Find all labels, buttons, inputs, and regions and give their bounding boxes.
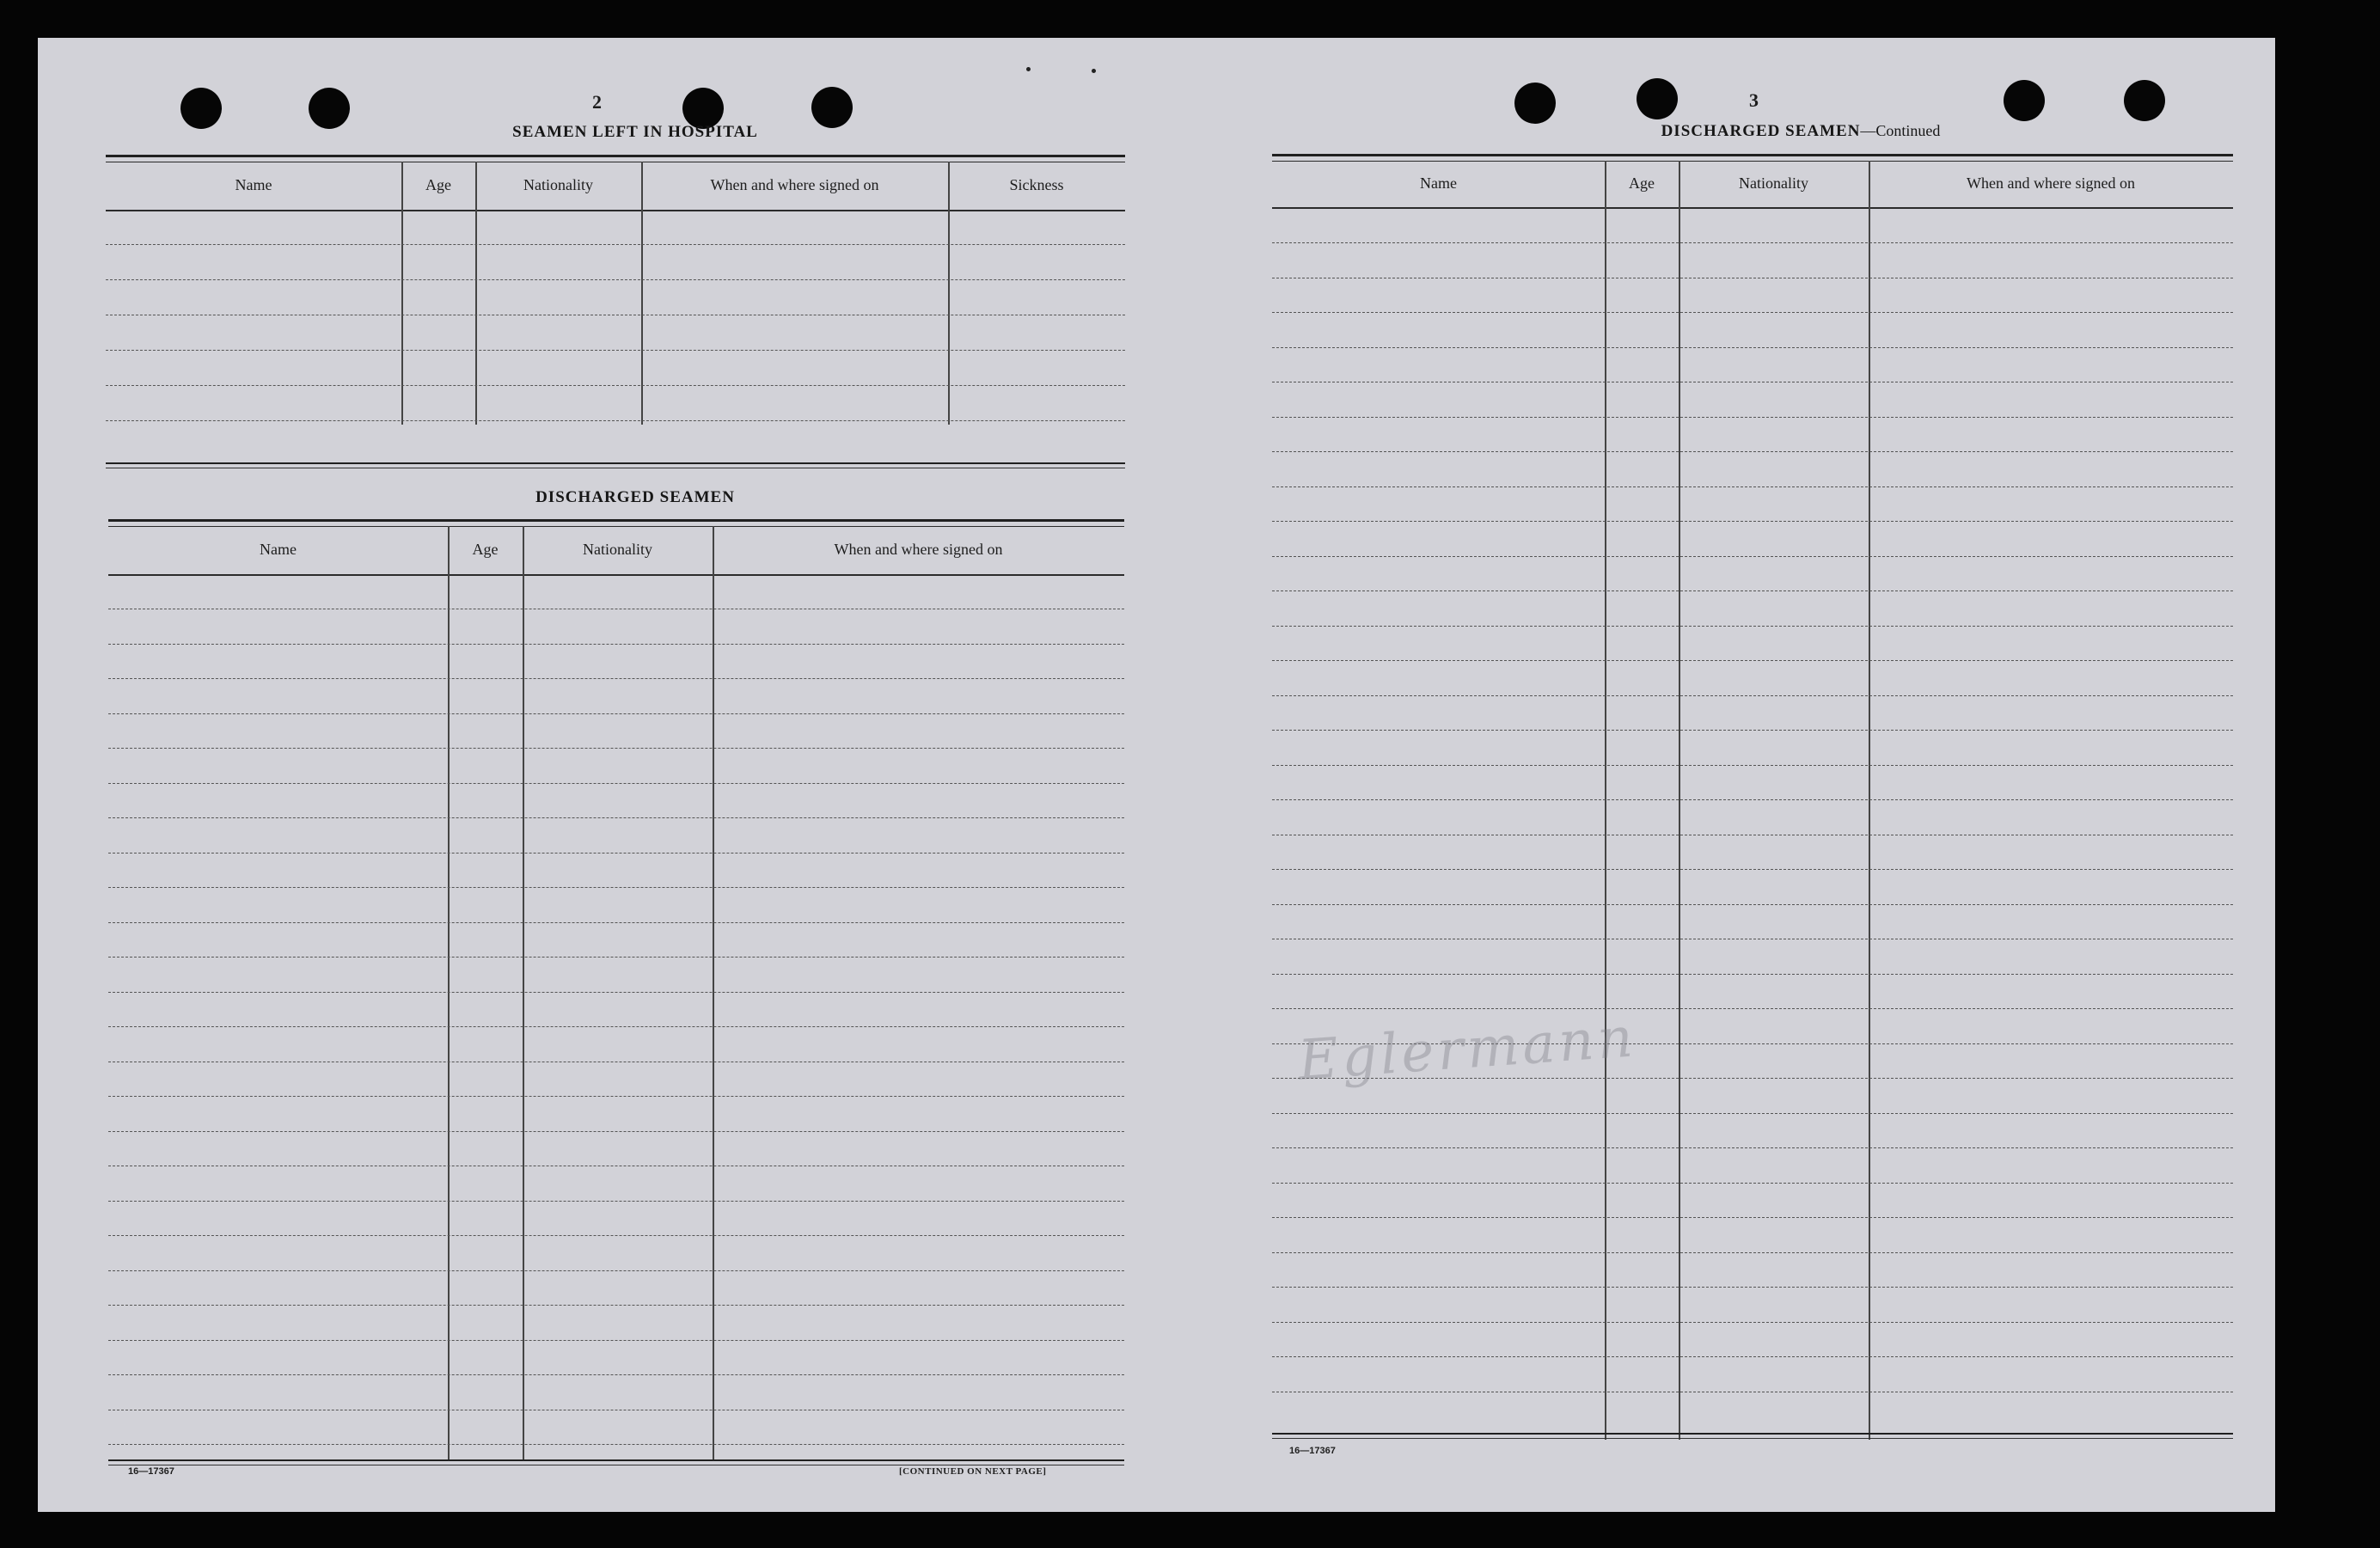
column-header-signed-on: When and where signed on	[834, 540, 1003, 558]
column-divider	[448, 526, 450, 1459]
table-row	[1272, 451, 2233, 452]
table-row	[1272, 799, 2233, 800]
table-row	[108, 1235, 1124, 1236]
header-rule	[106, 210, 1125, 211]
column-divider	[713, 526, 714, 1459]
column-divider	[1869, 161, 1870, 1440]
punch-hole	[2124, 80, 2165, 121]
hospital-section-title: SEAMEN LEFT IN HOSPITAL	[512, 123, 758, 141]
column-header-name: Name	[1420, 174, 1457, 192]
table-row	[108, 1270, 1124, 1271]
table-row	[1272, 312, 2233, 313]
table-header	[108, 526, 1124, 572]
column-header-signed-on: When and where signed on	[1967, 174, 2135, 192]
table-row	[1272, 1322, 2233, 1323]
table-header	[1272, 161, 2233, 205]
table-row	[1272, 1252, 2233, 1253]
table-header	[106, 162, 1125, 208]
table-bottom-rule	[108, 1459, 1124, 1465]
punch-hole	[309, 88, 350, 129]
column-header-nationality: Nationality	[523, 175, 593, 193]
continued-note: [CONTINUED ON NEXT PAGE]	[899, 1466, 1047, 1477]
title-text: DISCHARGED SEAMEN	[1661, 122, 1861, 140]
punch-hole	[1514, 83, 1556, 124]
table-row	[108, 853, 1124, 854]
table-row	[1272, 695, 2233, 696]
form-number: 16—17367	[128, 1466, 174, 1477]
column-header-name: Name	[260, 540, 297, 558]
column-header-age: Age	[1629, 174, 1655, 192]
table-row	[108, 957, 1124, 958]
table-row	[108, 1026, 1124, 1027]
column-header-age: Age	[472, 540, 499, 558]
table-row	[108, 992, 1124, 993]
left-page	[38, 38, 1156, 1512]
table-row	[1272, 626, 2233, 627]
header-rule	[108, 574, 1124, 576]
column-header-sickness: Sickness	[1009, 175, 1064, 193]
column-header-signed-on: When and where signed on	[710, 175, 879, 193]
table-row	[106, 244, 1125, 245]
table-row	[1272, 1217, 2233, 1218]
table-row	[1272, 1287, 2233, 1288]
table-row	[106, 385, 1125, 386]
hospital-table	[106, 155, 1125, 430]
table-row	[1272, 730, 2233, 731]
table-row	[108, 1340, 1124, 1341]
table-row	[1272, 660, 2233, 661]
column-header-nationality: Nationality	[1739, 174, 1808, 192]
table-row	[106, 420, 1125, 421]
table-row	[1272, 590, 2233, 591]
punch-hole	[2004, 80, 2045, 121]
column-header-name: Name	[235, 175, 272, 193]
title-suffix: —Continued	[1860, 122, 1941, 139]
table-row	[108, 1201, 1124, 1202]
table-row	[108, 748, 1124, 749]
table-row	[108, 1444, 1124, 1445]
table-row	[108, 1096, 1124, 1097]
column-divider	[1605, 161, 1606, 1440]
table-row	[1272, 1113, 2233, 1114]
table-bottom-rule	[1272, 1433, 2233, 1439]
column-header-age: Age	[425, 175, 451, 193]
discharged-continued-table	[1272, 154, 2233, 1445]
table-row	[1272, 1008, 2233, 1009]
discharged-section-title: DISCHARGED SEAMEN	[535, 488, 735, 506]
table-row	[1272, 556, 2233, 557]
table-row	[108, 678, 1124, 679]
punch-hole	[1637, 78, 1678, 119]
table-row	[108, 817, 1124, 818]
table-row	[106, 350, 1125, 351]
table-row	[108, 713, 1124, 714]
table-row	[1272, 347, 2233, 348]
table-row	[1272, 1356, 2233, 1357]
punch-hole	[811, 87, 853, 128]
faint-handwriting: Eglermann	[1295, 1006, 1639, 1093]
table-row	[106, 279, 1125, 280]
page-number: 2	[592, 91, 602, 113]
ink-speck	[1092, 69, 1096, 73]
header-rule	[1272, 207, 2233, 209]
table-row	[1272, 904, 2233, 905]
discharged-continued-title	[1500, 122, 2102, 141]
column-header-nationality: Nationality	[583, 540, 652, 558]
punch-hole	[180, 88, 222, 129]
table-row	[108, 1131, 1124, 1132]
form-number: 16—17367	[1289, 1446, 1336, 1456]
table-row	[108, 644, 1124, 645]
table-row	[1272, 1147, 2233, 1148]
table-row	[108, 887, 1124, 888]
table-row	[1272, 1183, 2233, 1184]
column-divider	[1679, 161, 1680, 1440]
ink-speck	[1026, 67, 1031, 71]
page-number: 3	[1749, 89, 1759, 111]
table-row	[1272, 974, 2233, 975]
table-row	[1272, 242, 2233, 243]
table-row	[1272, 417, 2233, 418]
table-bottom-rule	[106, 462, 1125, 468]
table-row	[1272, 486, 2233, 487]
table-row	[1272, 765, 2233, 766]
table-row	[108, 783, 1124, 784]
right-page	[1156, 38, 2275, 1512]
column-divider	[523, 526, 524, 1459]
table-row	[1272, 869, 2233, 870]
table-row	[108, 922, 1124, 923]
discharged-table	[108, 519, 1124, 1465]
table-row	[1272, 521, 2233, 522]
table-row	[108, 1305, 1124, 1306]
document-sheet	[38, 38, 2275, 1512]
table-row	[108, 1374, 1124, 1375]
